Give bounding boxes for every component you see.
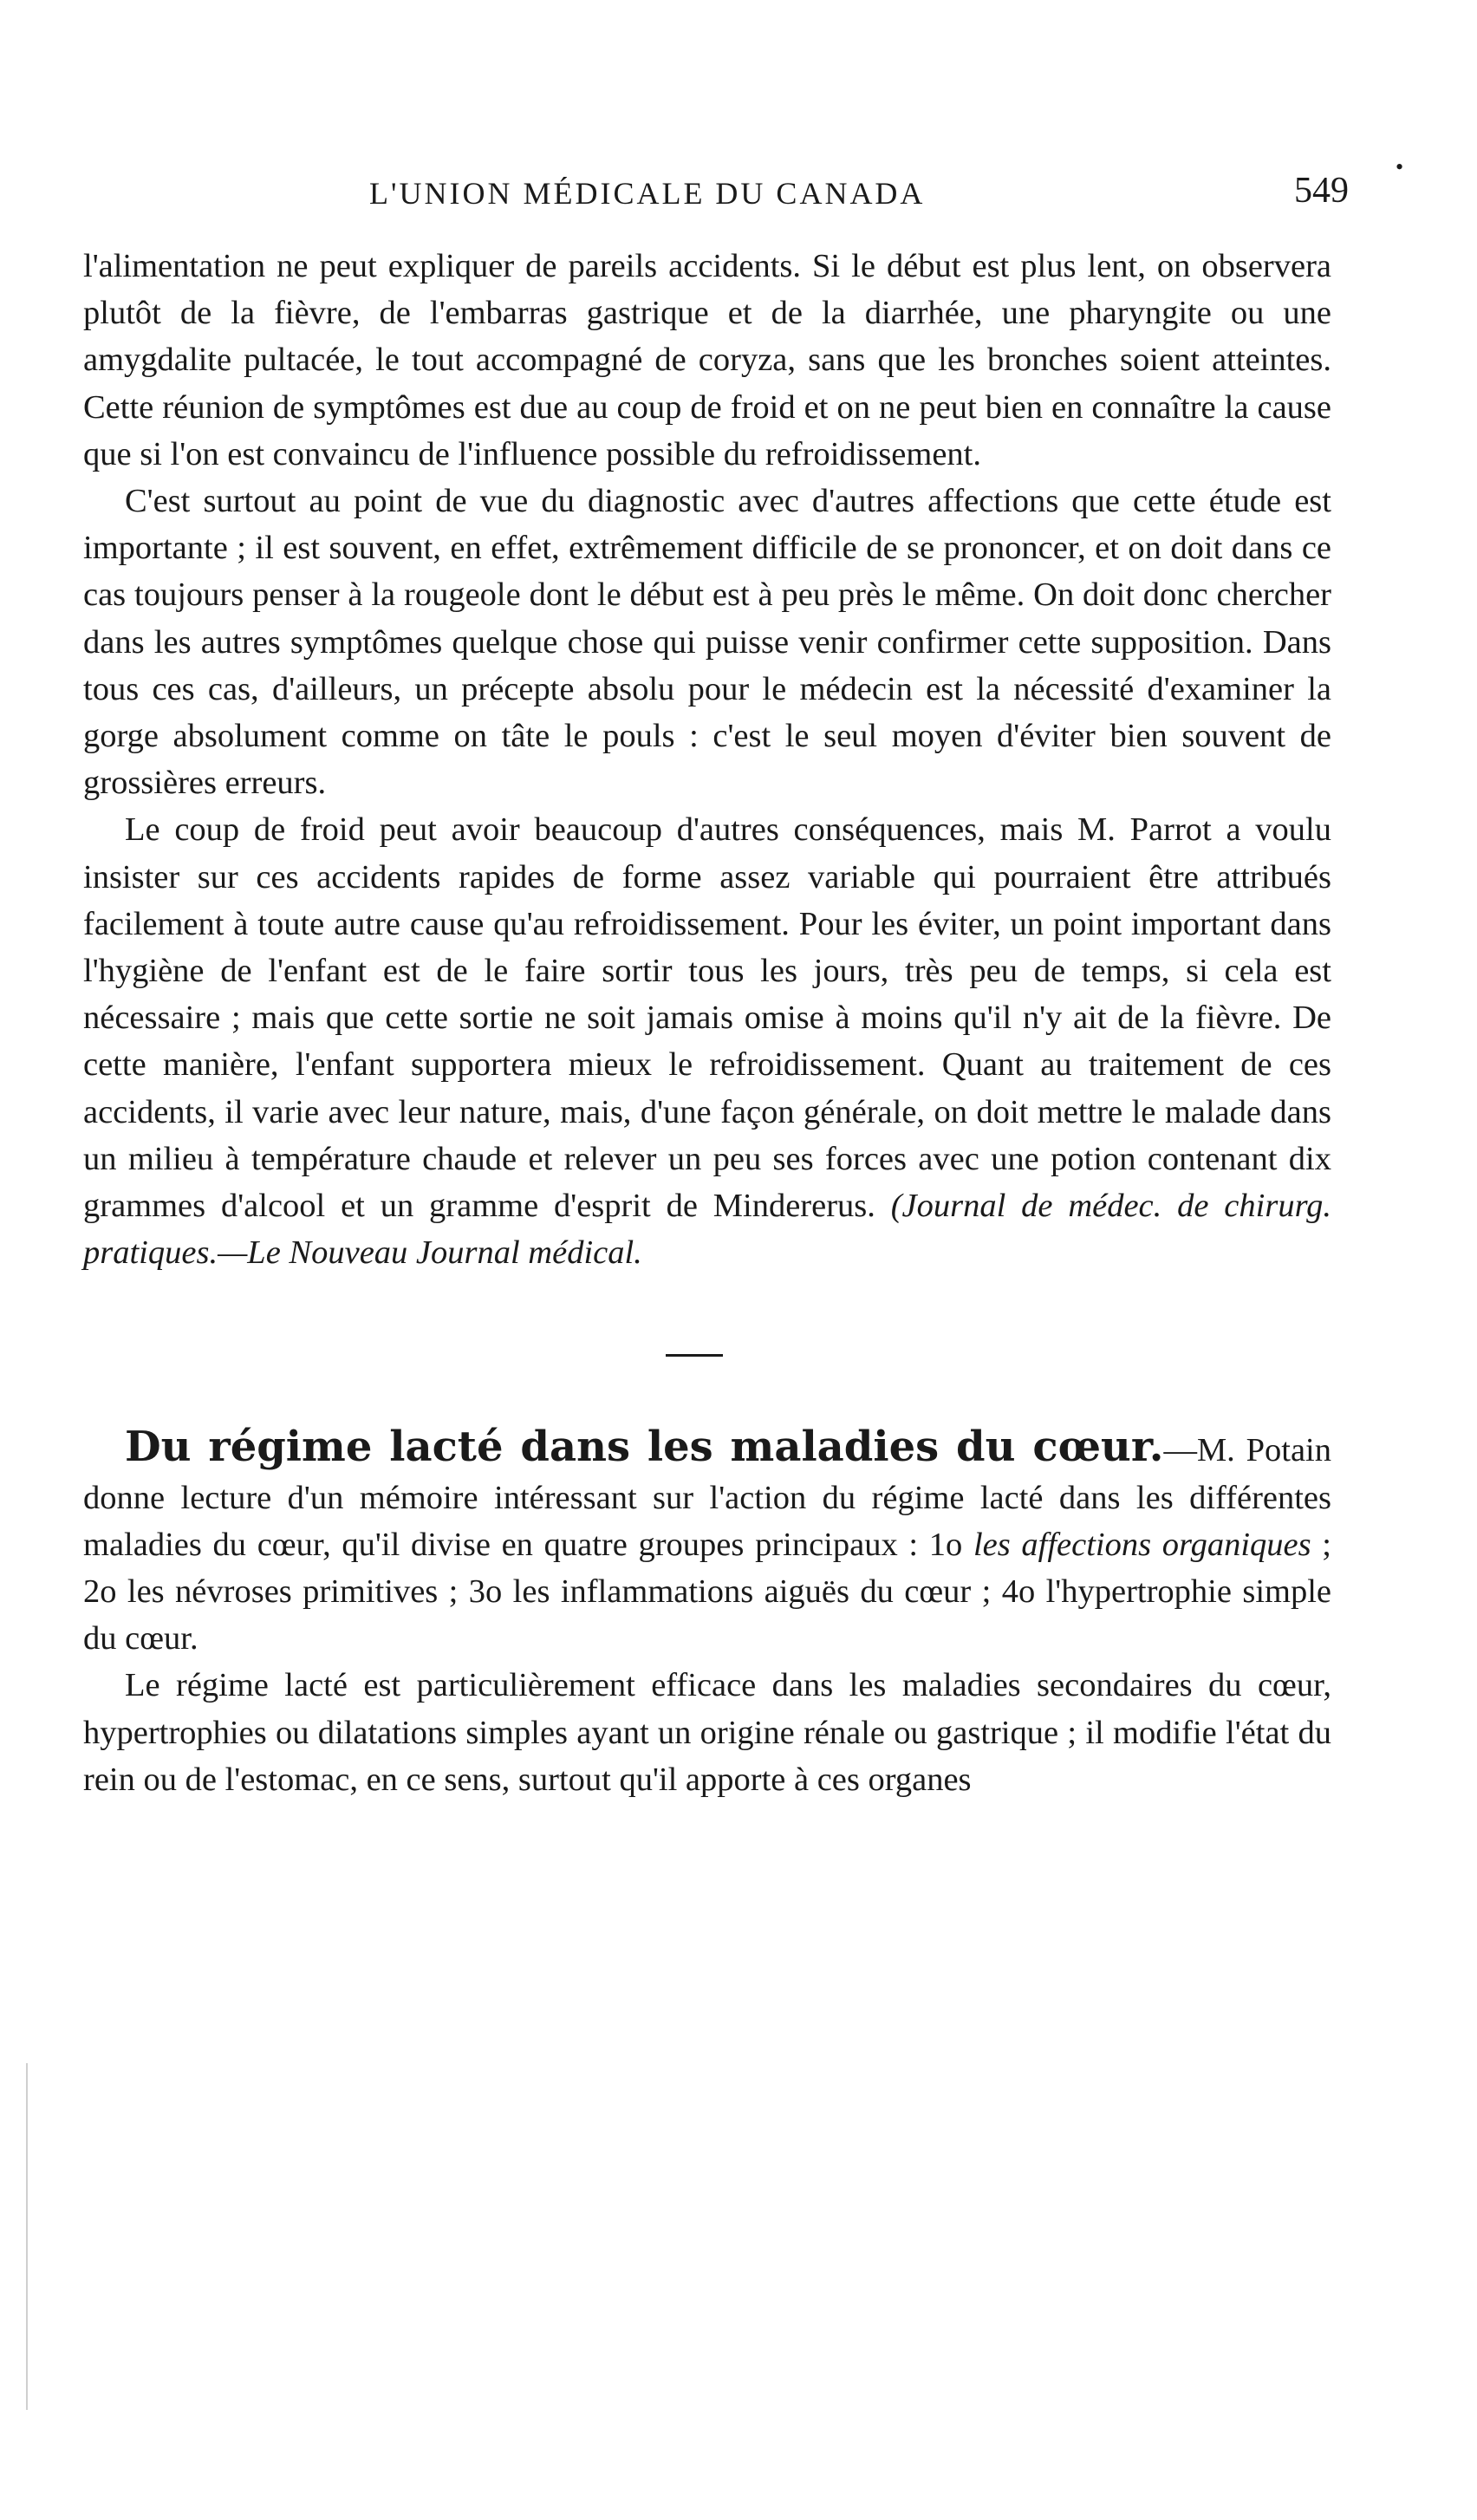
running-head: L'UNION MÉDICALE DU CANADA <box>369 176 926 211</box>
print-mark: • <box>1396 154 1404 179</box>
paragraph-consequences <box>83 806 1331 1276</box>
paragraph-diagnostic: C'est surtout au point de vue du diagnostic avec d'autres affections que cette étude est importante ; il est souvent, en effet, extrêmement difficile de se prononcer, et on doit dans ce cas toujours penser à la rougeole dont le début est à peu près le même. On doit donc chercher dans les autres symptômes quelque chose qui puisse venir confirmer cette supposition. Dans tous ces cas, d'ailleurs, un précepte absolu pour le médecin est la nécessité d'examiner la gorge absolument comme on tâte le pouls : c'est le seul moyen d'éviter bien souvent de grossières erreurs. <box>83 483 1331 802</box>
paragraph-regime-lead: —M. Potain donne lecture d'un mémoire intéressant sur l'action du régime lacté dans les différentes maladies du cœur, qu'il divise en quatre groupes principaux : 1o <box>83 1432 1331 1563</box>
page-body <box>83 243 1331 1803</box>
page-number: 549 <box>1294 171 1349 211</box>
scan-edge-mark <box>26 2063 28 2410</box>
citation: (Journal de médec. de chirurg. pratiques.—Le Nouveau Journal médical. <box>83 1188 1331 1272</box>
section-separator-area <box>83 1276 1331 1423</box>
section-separator <box>666 1354 723 1357</box>
paragraph-regime-rest: ; 2o les névroses primitives ; 3o les inflammations aiguës du cœur ; 4o l'hypertrophie simple du cœur. <box>83 1526 1331 1657</box>
paragraph-consequences-text: Le coup de froid peut avoir beaucoup d'autres conséquences, mais M. Parrot a voulu insister sur ces accidents rapides de forme assez variable qui pourraient être attribués facilement à toute autre cause qu'au refroidissement. Pour les éviter, un point important dans l'hygiène de l'enfant est de le faire sortir tous les jours, très peu de temps, si cela est nécessaire ; mais que cette sortie ne soit jamais omise à moins qu'il n'y ait de la fièvre. De cette manière, l'enfant supportera mieux le refroidissement. Quant au traitement de ces accidents, il varie avec leur nature, mais, d'une façon générale, on doit mettre le malade dans un milieu à température chaude et relever un peu ses forces avec une potion contenant dix grammes d'alcool et un gramme d'esprit de Mindererus. <box>83 811 1331 1225</box>
paragraph-regime-efficacy: Le régime lacté est particulièrement efficace dans les maladies secondaires du cœur, hypertrophies ou dilatations simples ayant un origine rénale ou gastrique ; il modifie l'état du rein ou de l'estomac, en ce sens, surtout qu'il apporte à ces organes <box>83 1667 1331 1798</box>
paragraph-regime-italic: les affections organiques <box>973 1526 1311 1563</box>
page-header <box>83 165 1383 217</box>
paragraph-continuation: l'alimentation ne peut expliquer de pareils accidents. Si le début est plus lent, on observera plutôt de la fièvre, de l'embarras gastrique et de la diarrhée, une pharyngite ou une amygdalite pultacée, le tout accompagné de coryza, sans que les bronches soient atteintes. Cette réunion de symptômes est due au coup de froid et on ne peut bien en connaître la cause que si l'on est convaincu de l'influence possible du refroidissement. <box>83 248 1331 472</box>
section-title: Du régime lacté dans les maladies du cœur. <box>125 1423 1164 1472</box>
paragraph-regime-intro <box>83 1423 1331 1662</box>
